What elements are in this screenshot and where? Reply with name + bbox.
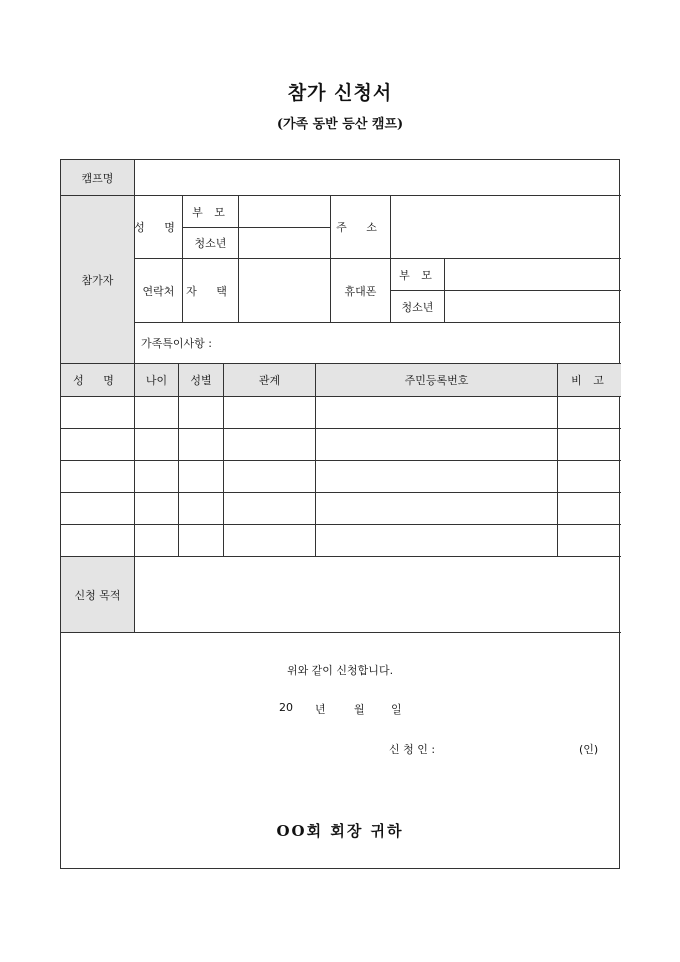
row-5-name[interactable] xyxy=(61,525,135,557)
date-year-prefix: 20 xyxy=(279,701,293,714)
row-4-remarks[interactable] xyxy=(558,493,621,525)
row-2-resident-number[interactable] xyxy=(316,429,558,461)
camp-name-label: 캠프명 xyxy=(61,160,135,196)
row-3-gender[interactable] xyxy=(179,461,224,493)
row-4-gender[interactable] xyxy=(179,493,224,525)
column-header-gender: 성별 xyxy=(179,364,224,397)
application-form xyxy=(60,159,620,869)
column-header-name: 성 명 xyxy=(61,364,135,397)
column-header-age: 나이 xyxy=(135,364,179,397)
address-label: 주 소 xyxy=(331,196,391,259)
purpose-field[interactable] xyxy=(135,557,621,633)
contact-label: 연락처 xyxy=(135,259,183,323)
column-header-resident-number: 주민등록번호 xyxy=(316,364,558,397)
row-3-resident-number[interactable] xyxy=(316,461,558,493)
row-1-relation[interactable] xyxy=(224,397,316,429)
row-1-resident-number[interactable] xyxy=(316,397,558,429)
name-youth-field[interactable] xyxy=(239,228,331,259)
family-notes-field[interactable] xyxy=(135,323,621,364)
row-1-name[interactable] xyxy=(61,397,135,429)
row-2-name[interactable] xyxy=(61,429,135,461)
mobile-parent-label: 부 모 xyxy=(391,259,445,291)
column-header-remarks: 비 고 xyxy=(558,364,621,397)
closing-addressee: OO회 회장 귀하 xyxy=(276,822,404,840)
home-phone-field[interactable] xyxy=(239,259,331,323)
mobile-youth-field[interactable] xyxy=(445,291,621,323)
row-4-name[interactable] xyxy=(61,493,135,525)
row-3-relation[interactable] xyxy=(224,461,316,493)
date-month-label: 월 xyxy=(354,703,365,716)
row-2-gender[interactable] xyxy=(179,429,224,461)
participant-label: 참가자 xyxy=(61,196,135,364)
row-5-relation[interactable] xyxy=(224,525,316,557)
family-notes-label: 가족특이사항 : xyxy=(141,337,212,350)
form-title: 참가 신청서 xyxy=(287,82,393,104)
row-4-age[interactable] xyxy=(135,493,179,525)
row-3-name[interactable] xyxy=(61,461,135,493)
mobile-parent-field[interactable] xyxy=(445,259,621,291)
date-day-label: 일 xyxy=(391,703,402,716)
row-1-gender[interactable] xyxy=(179,397,224,429)
mobile-youth-label: 청소년 xyxy=(391,291,445,323)
seal-label: (인) xyxy=(579,743,599,756)
row-5-resident-number[interactable] xyxy=(316,525,558,557)
mobile-label: 휴대폰 xyxy=(331,259,391,323)
purpose-label: 신청 목적 xyxy=(61,557,135,633)
row-1-age[interactable] xyxy=(135,397,179,429)
camp-name-field[interactable] xyxy=(135,160,621,196)
name-parent-label: 부 모 xyxy=(183,196,239,228)
form-subtitle: (가족 동반 등산 캠프) xyxy=(276,117,404,132)
row-1-remarks[interactable] xyxy=(558,397,621,429)
row-2-age[interactable] xyxy=(135,429,179,461)
name-label: 성 명 xyxy=(135,196,183,259)
address-field[interactable] xyxy=(391,196,621,259)
row-3-remarks[interactable] xyxy=(558,461,621,493)
row-5-remarks[interactable] xyxy=(558,525,621,557)
name-youth-label: 청소년 xyxy=(183,228,239,259)
home-phone-label: 자 택 xyxy=(183,259,239,323)
row-2-relation[interactable] xyxy=(224,429,316,461)
applicant-label: 신 청 인 : xyxy=(389,743,436,756)
row-4-relation[interactable] xyxy=(224,493,316,525)
declaration-statement: 위와 같이 신청합니다. xyxy=(286,664,394,677)
row-5-gender[interactable] xyxy=(179,525,224,557)
date-year-label: 년 xyxy=(315,703,326,716)
column-header-relation: 관계 xyxy=(224,364,316,397)
name-parent-field[interactable] xyxy=(239,196,331,228)
row-4-resident-number[interactable] xyxy=(316,493,558,525)
row-2-remarks[interactable] xyxy=(558,429,621,461)
row-5-age[interactable] xyxy=(135,525,179,557)
row-3-age[interactable] xyxy=(135,461,179,493)
